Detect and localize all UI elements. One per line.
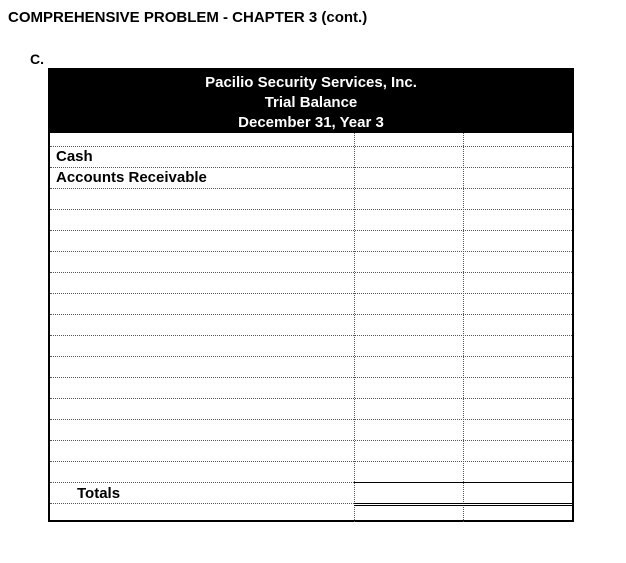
problem-title: COMPREHENSIVE PROBLEM - CHAPTER 3 (cont.): [8, 9, 368, 26]
totals-top-rule: [354, 482, 572, 483]
trial-balance-grid: [50, 133, 572, 522]
statement-name: Trial Balance: [264, 94, 358, 111]
row-divider: [50, 230, 572, 231]
row-divider: [50, 272, 572, 273]
row-divider: [50, 251, 572, 252]
row-divider: [50, 335, 572, 336]
row-divider: [50, 356, 572, 357]
row-divider: [50, 419, 572, 420]
account-name[interactable]: Accounts Receivable: [56, 169, 207, 186]
account-name[interactable]: Cash: [56, 148, 93, 165]
statement-header: [50, 70, 572, 133]
company-name: Pacilio Security Services, Inc.: [205, 74, 417, 91]
row-divider: [50, 503, 354, 504]
row-divider: [50, 377, 572, 378]
totals-label: Totals: [77, 485, 121, 502]
row-divider: [50, 188, 572, 189]
row-divider: [50, 146, 572, 147]
row-divider: [50, 398, 572, 399]
trial-balance-sheet: [48, 68, 574, 522]
debit-column-divider: [354, 133, 355, 522]
row-divider: [50, 209, 572, 210]
totals-double-rule: [354, 503, 572, 506]
row-divider: [50, 314, 572, 315]
row-divider: [50, 293, 572, 294]
part-label: C.: [30, 51, 44, 67]
row-divider: [50, 440, 572, 441]
credit-column-divider: [463, 133, 464, 522]
statement-date: December 31, Year 3: [238, 114, 384, 131]
row-divider: [50, 461, 572, 462]
